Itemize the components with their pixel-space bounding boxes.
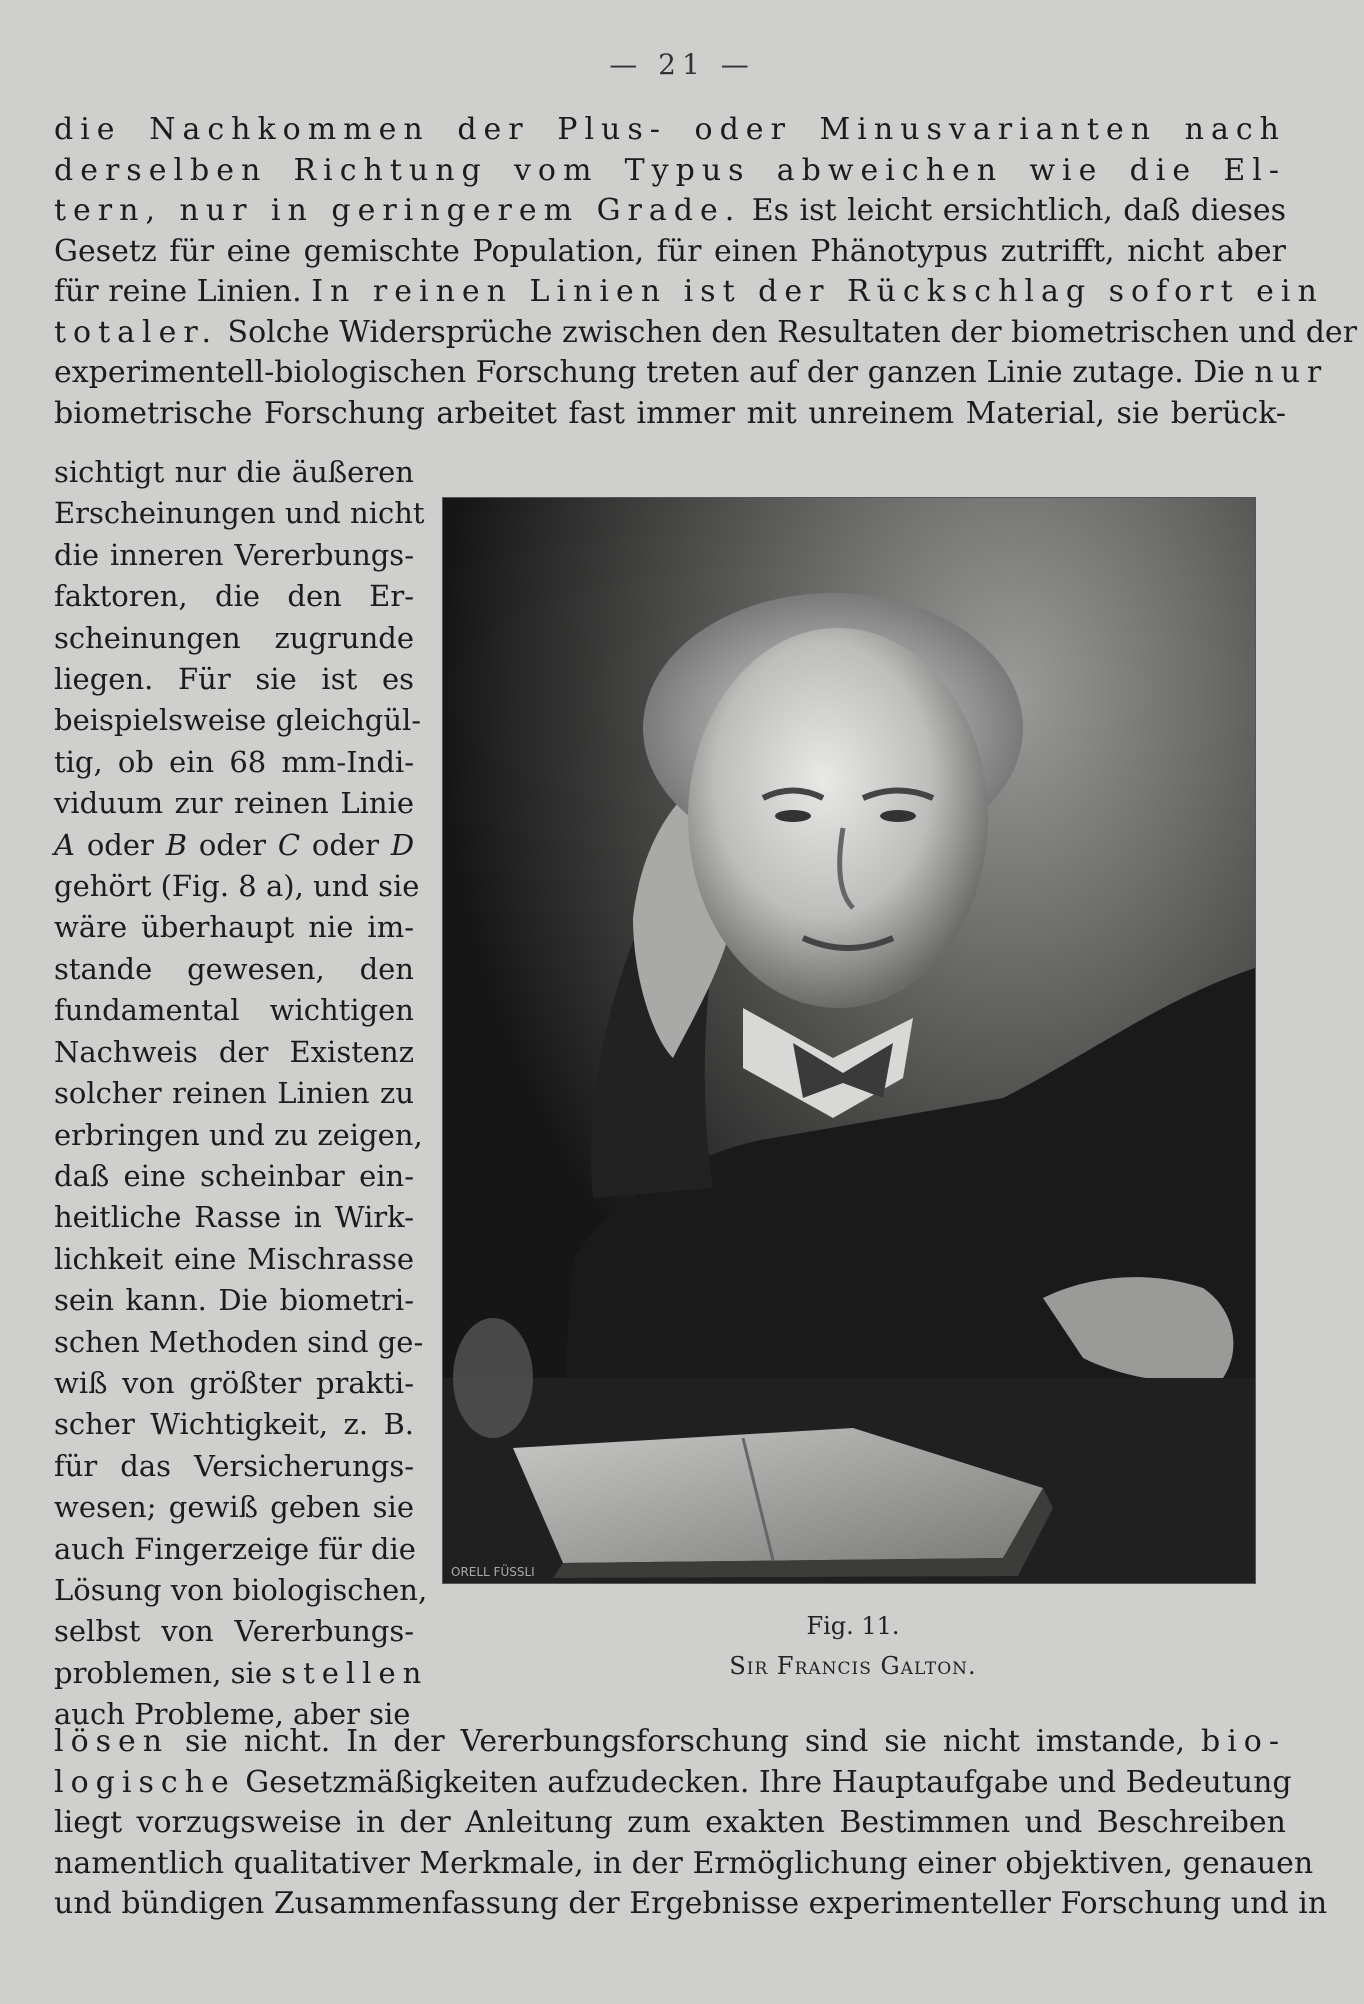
text-line: Erscheinungen und nicht xyxy=(54,496,425,531)
text-line: faktoren, die den Er- xyxy=(54,579,414,614)
text-line: heitliche Rasse in Wirk- xyxy=(54,1200,414,1235)
text-line: erbringen und zu zeigen, xyxy=(54,1117,423,1152)
engraver-mark: ORELL FÜSSLI xyxy=(451,1565,535,1579)
text-line: wäre überhaupt nie im- xyxy=(54,910,414,945)
text-span: oder xyxy=(86,827,154,862)
line-label-b: B xyxy=(165,827,188,862)
text-line: liegen. Für sie ist es xyxy=(54,662,414,697)
text-line: gehört (Fig. 8 a), und sie xyxy=(54,869,420,904)
spaced-text: lösen xyxy=(54,1724,170,1759)
text-line: auch Fingerzeige für die xyxy=(54,1531,416,1566)
text-span: Solche Widersprüche zwischen den Resultaten der biometrischen und der xyxy=(227,314,1358,350)
inkwell xyxy=(453,1318,533,1438)
text-line: die Nachkommen der Plus- oder Minusvarianten nach xyxy=(54,112,1286,147)
side-column xyxy=(54,452,429,1736)
text-line xyxy=(54,353,1329,394)
text-line: selbst von Vererbungs- xyxy=(54,1614,414,1649)
text-line xyxy=(54,313,1358,354)
text-line: namentlich qualitativer Merkmale, in der Ermöglichung einer objektiven, genauen xyxy=(54,1845,1314,1881)
text-line: scher Wichtigkeit, z. B. xyxy=(54,1407,414,1442)
text-line xyxy=(54,1653,429,1694)
text-line: die inneren Vererbungs- xyxy=(54,537,414,572)
line-label-a: A xyxy=(54,827,75,862)
text-span: Gesetzmäßigkeiten aufzudecken. Ihre Hauptaufgabe und Bedeutung xyxy=(245,1764,1292,1800)
text-line: wesen; gewiß geben sie xyxy=(54,1490,414,1525)
spaced-text: stellen xyxy=(281,1655,429,1690)
bottom-paragraph xyxy=(54,1722,1328,1925)
text-line: beispielsweise gleichgül- xyxy=(54,703,422,738)
figure-number: Fig. 11. xyxy=(806,1612,900,1640)
text-line: wiß von größter prakti- xyxy=(54,1365,414,1400)
line-label-c: C xyxy=(277,827,301,862)
text-line: tig, ob ein 68 mm-Indi- xyxy=(54,744,414,779)
text-span: für reine Linien. xyxy=(54,274,302,309)
text-span: problemen, sie xyxy=(54,1655,272,1690)
text-line: fundamental wichtigen xyxy=(54,993,414,1028)
text-line xyxy=(54,272,1324,313)
text-line: liegt vorzugsweise in der Anleitung zum exakten Bestimmen und Beschreiben xyxy=(54,1805,1286,1840)
text-line: sichtigt nur die äußeren xyxy=(54,455,414,489)
eye-left xyxy=(775,810,811,822)
top-paragraph xyxy=(54,110,1358,434)
spaced-text: bio- xyxy=(1200,1724,1286,1759)
text-line: viduum zur reinen Linie xyxy=(54,786,414,821)
text-line: lichkeit eine Mischrasse xyxy=(54,1241,414,1276)
text-line: sein kann. Die biometri- xyxy=(54,1283,414,1318)
text-line: biometrische Forschung arbeitet fast immer mit unreinem Material, sie berück- xyxy=(54,395,1286,431)
spaced-text: logische xyxy=(54,1764,236,1800)
text-line: auch Probleme, aber sie xyxy=(54,1697,411,1732)
text-span: Es ist leicht ersichtlich, daß dieses xyxy=(751,193,1287,228)
text-line: scheinungen zugrunde xyxy=(54,620,414,655)
figure-caption: Sir Francis Galton. xyxy=(729,1652,977,1680)
text-line: Lösung von biologischen, xyxy=(54,1572,428,1607)
eye-right xyxy=(880,810,916,822)
spaced-text: nur xyxy=(1254,355,1329,390)
text-span: sie nicht. In der Vererbungsforschung sind sie nicht imstande, xyxy=(185,1724,1186,1759)
text-line xyxy=(54,1722,1286,1763)
text-span: oder xyxy=(311,827,379,862)
text-line xyxy=(54,1763,1292,1804)
text-line: für das Versicherungs- xyxy=(54,1448,414,1483)
text-span: experimentell-biologischen Forschung treten auf der ganzen Linie zutage. Die xyxy=(54,355,1245,390)
spaced-text: In reinen Linien ist der Rückschlag sofort ein xyxy=(311,274,1324,309)
text-line: solcher reinen Linien zu xyxy=(54,1076,414,1111)
text-line: stande gewesen, den xyxy=(54,951,414,986)
line-label-d: D xyxy=(390,827,415,862)
text-line: Nachweis der Existenz xyxy=(54,1034,414,1069)
text-span: oder xyxy=(198,827,266,862)
spaced-text: totaler. xyxy=(54,314,218,350)
text-line: daß eine scheinbar ein- xyxy=(54,1158,414,1193)
text-line xyxy=(54,191,1286,232)
text-line xyxy=(54,825,414,866)
text-line: Gesetz für eine gemischte Population, für einen Phänotypus zutrifft, nicht aber xyxy=(54,233,1286,269)
text-line: und bündigen Zusammenfassung der Ergebnisse experimenteller Forschung und in xyxy=(54,1886,1328,1921)
portrait-figure xyxy=(443,498,1255,1583)
text-line: derselben Richtung vom Typus abweichen wie die El- xyxy=(54,152,1286,188)
portrait-engraving xyxy=(443,498,1255,1583)
text-line: schen Methoden sind ge- xyxy=(54,1324,424,1359)
page-number: — 21 — xyxy=(609,48,755,81)
spaced-text: tern, nur in geringerem Grade. xyxy=(54,193,742,228)
face xyxy=(688,628,988,1008)
